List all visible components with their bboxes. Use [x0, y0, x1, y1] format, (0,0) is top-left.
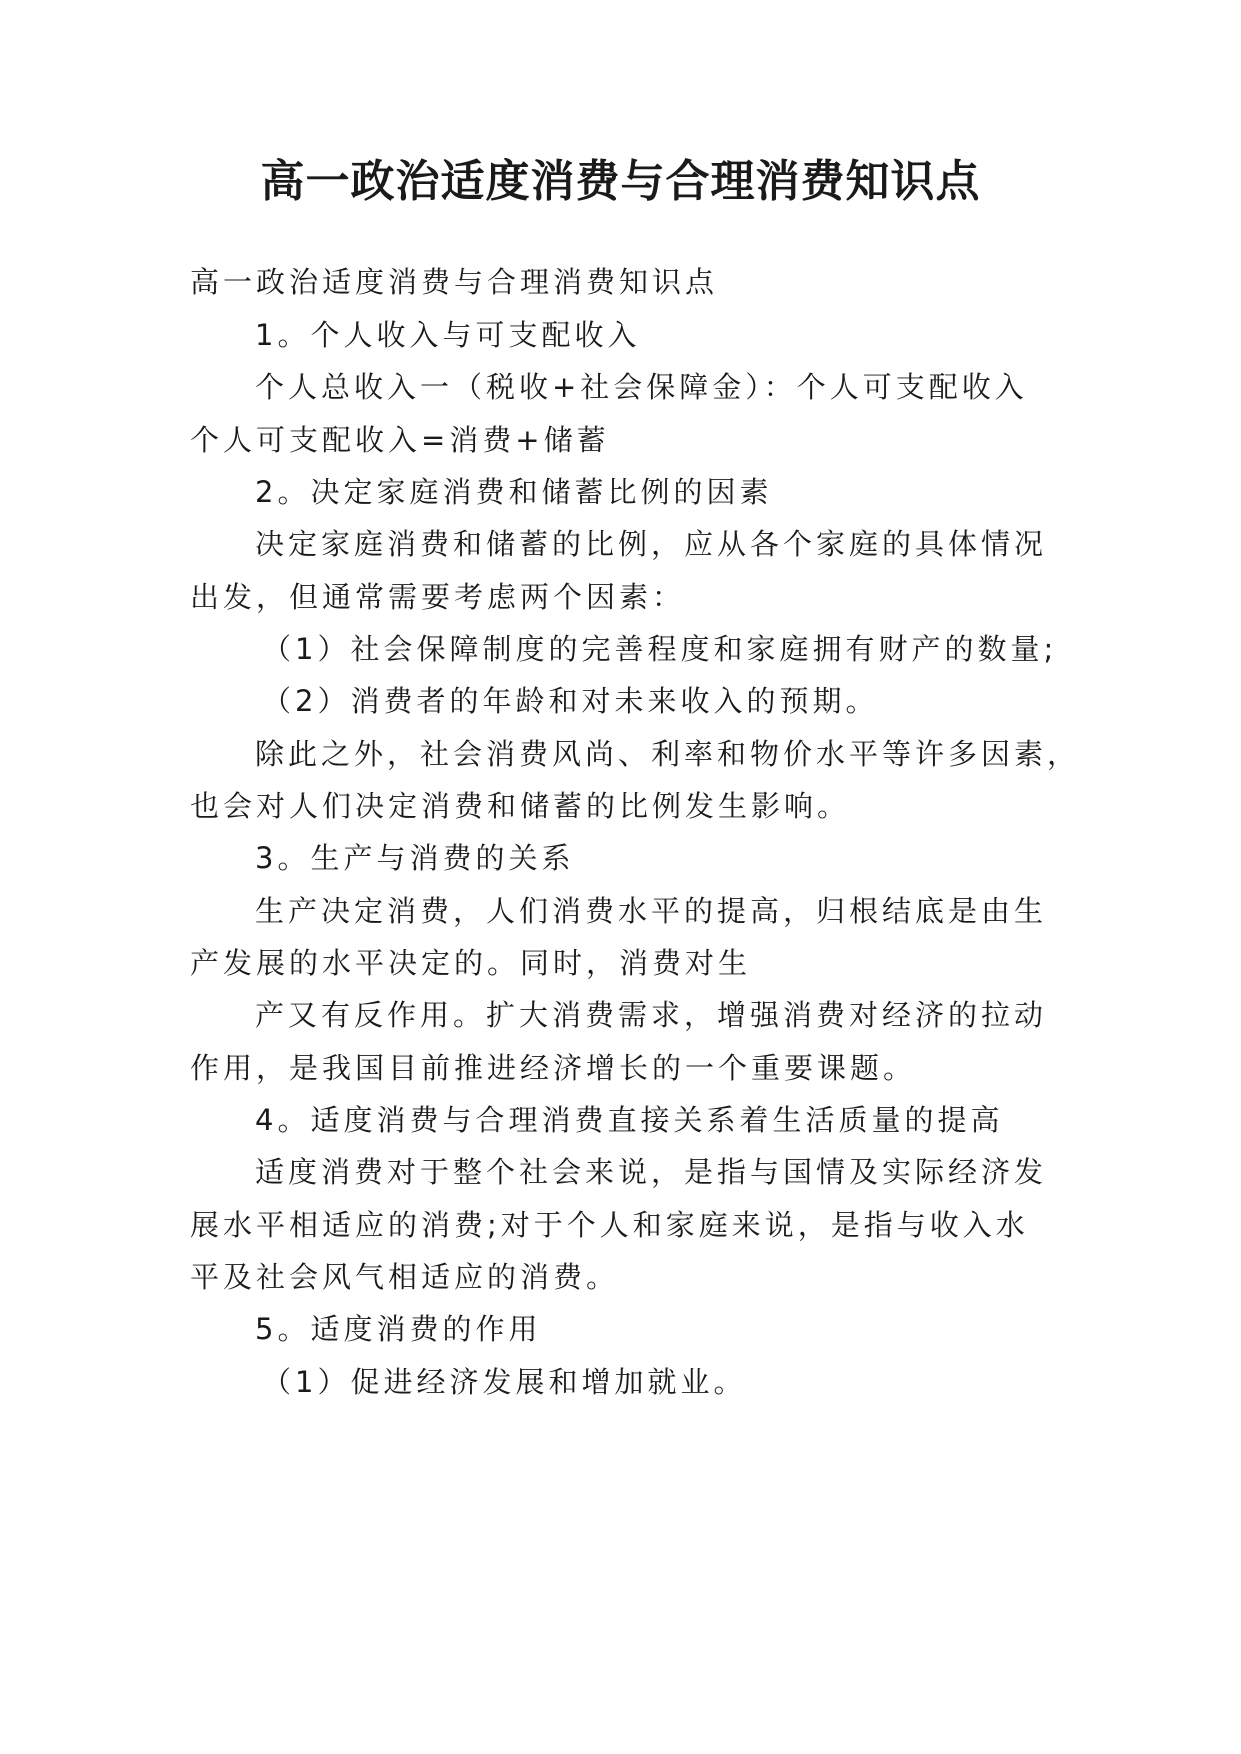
subtitle-line: 高一政治适度消费与合理消费知识点 — [190, 265, 719, 299]
paragraph-line: 也会对人们决定消费和储蓄的比例发生影响。 — [190, 789, 851, 823]
paragraph-line: 产发展的水平决定的。同时，消费对生 — [190, 946, 752, 980]
paragraph-line: 展水平相适应的消费;对于个人和家庭来说，是指与收入水 — [190, 1208, 1029, 1242]
paragraph-line: 个人总收入一（税收+社会保障金）：个人可支配收入 — [255, 370, 1028, 404]
paragraph-line: 适度消费对于整个社会来说，是指与国情及实际经济发 — [255, 1155, 1048, 1189]
list-item: （1）促进经济发展和增加就业。 — [262, 1365, 747, 1399]
section-heading-5: 5。适度消费的作用 — [255, 1312, 542, 1346]
list-item: （2）消费者的年龄和对未来收入的预期。 — [262, 684, 879, 718]
paragraph-line: 作用，是我国目前推进经济增长的一个重要课题。 — [190, 1051, 917, 1085]
section-heading-3: 3。生产与消费的关系 — [255, 841, 575, 875]
paragraph-line: 产又有反作用。扩大消费需求，增强消费对经济的拉动 — [255, 998, 1048, 1032]
list-item: （1）社会保障制度的完善程度和家庭拥有财产的数量; — [262, 632, 1058, 666]
paragraph-line: 个人可支配收入=消费+储蓄 — [190, 423, 610, 457]
paragraph-line: 出发，但通常需要考虑两个因素： — [190, 580, 686, 614]
paragraph-line: 生产决定消费，人们消费水平的提高，归根结底是由生 — [255, 894, 1048, 928]
paragraph-line: 决定家庭消费和储蓄的比例，应从各个家庭的具体情况 — [255, 527, 1048, 561]
paragraph-line: 除此之外，社会消费风尚、利率和物价水平等许多因素， — [255, 737, 1081, 771]
section-heading-1: 1。个人收入与可支配收入 — [255, 318, 641, 352]
section-heading-4: 4。适度消费与合理消费直接关系着生活质量的提高 — [255, 1103, 1004, 1137]
document-title: 高一政治适度消费与合理消费知识点 — [260, 156, 981, 207]
paragraph-line: 平及社会风气相适应的消费。 — [190, 1260, 620, 1294]
section-heading-2: 2。决定家庭消费和储蓄比例的因素 — [255, 475, 773, 509]
